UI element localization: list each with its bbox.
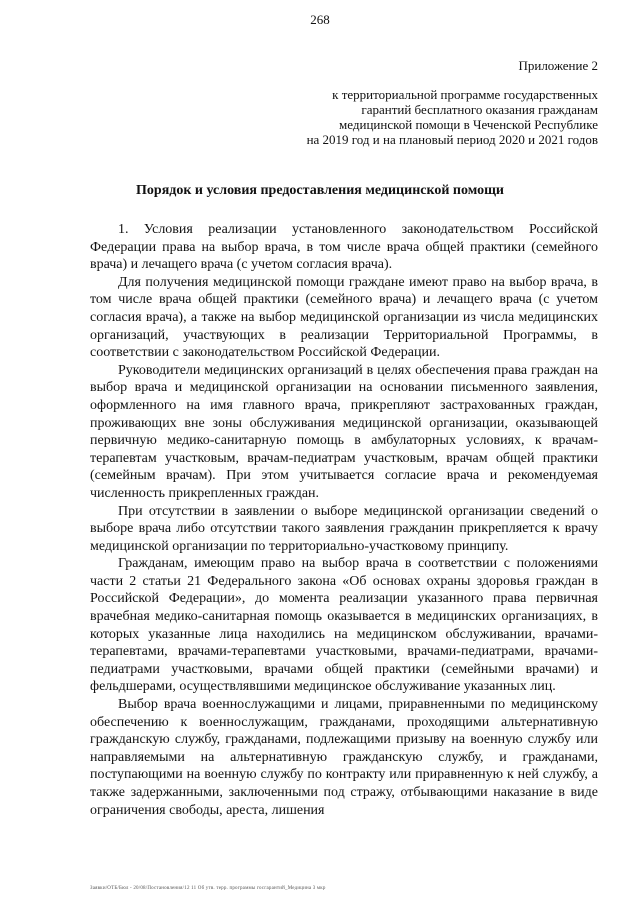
document-body <box>90 221 598 819</box>
file-path-footer: Заявки/ОТБ/Бюл - 20/08/Постановления/12 11 Об утв. терр. программы госгарантий_Медицина 3 мкр <box>90 886 326 891</box>
paragraph: Руководители медицинских организаций в целях обеспечения права граждан на выбор врача и медицинской организации на основании письменного заявления, оформленного на имя главного врача, прикрепляют застрахованных граждан, проживающих вне зоны обслуживания медицинской организации, оказывающей первичную медико-санитарную помощь в амбулаторных условиях, к врачам-терапевтам участковым, врачам-педиатрам участковым, врачам общей практики (семейным врачам). При этом учитывается согласие врача и рекомендуемая численность прикрепленных граждан. <box>90 362 598 501</box>
document-title: Порядок и условия предоставления медицинской помощи <box>136 183 504 198</box>
appendix-line: медицинской помощи в Чеченской Республике <box>339 117 598 132</box>
appendix-line: гарантий бесплатного оказания гражданам <box>361 102 598 117</box>
page-number: 268 <box>310 12 330 27</box>
appendix-title: Приложение 2 <box>518 58 598 73</box>
paragraph: Выбор врача военнослужащими и лицами, приравненными по медицинскому обеспечению к военнослужащим, гражданами, проходящими альтернативную гражданскую службу, гражданами, подлежащими призыву на военную службу или направляемыми на альтернативную гражданскую службу, и гражданами, поступающими на военную службу по контракту или приравненную к ней службу, а также задержанными, заключенными под стражу, отбывающими наказание в виде ограничения свободы, ареста, лишения <box>90 697 598 818</box>
appendix-line: на 2019 год и на плановый период 2020 и 2021 годов <box>306 132 598 147</box>
appendix-line: к территориальной программе государственных <box>332 87 598 102</box>
paragraph: Гражданам, имеющим право на выбор врача в соответствии с положениями части 2 статьи 21 Федерального закона «Об основах охраны здоровья граждан в Российской Федерации», до момента реализации указанного права первичная врачебная медико-санитарная помощь оказывается в медицинских организациях, в которых указанные лица находились на медицинском обслуживании, врачами-терапевтами, врачами-терапевтами участковыми, врачами-педиатрами, врачами-педиатрами участковыми, врачами общей практики (семейными врачами) и фельдшерами, осуществлявшими медицинское обслуживание указанных лиц. <box>90 556 598 695</box>
paragraph: 1. Условия реализации установленного законодательством Российской Федерации права на выбор врача, в том числе врача общей практики (семейного врача) и лечащего врача (с учетом согласия врача). <box>90 222 598 273</box>
appendix-block <box>258 58 598 147</box>
paragraph: При отсутствии в заявлении о выборе медицинской организации сведений о выборе врача либо отсутствии такого заявления гражданин прикрепляется к врачу медицинской организации по территориально-участковому принципу. <box>90 503 598 554</box>
paragraph: Для получения медицинской помощи граждане имеют право на выбор врача, в том числе врача общей практики (семейного врача) и лечащего врача (с учетом согласия врача), а также на выбор медицинской организации из числа медицинских организаций, участвующих в реализации Территориальной Программы, в соответствии с законодательством Российской Федерации. <box>90 274 598 361</box>
